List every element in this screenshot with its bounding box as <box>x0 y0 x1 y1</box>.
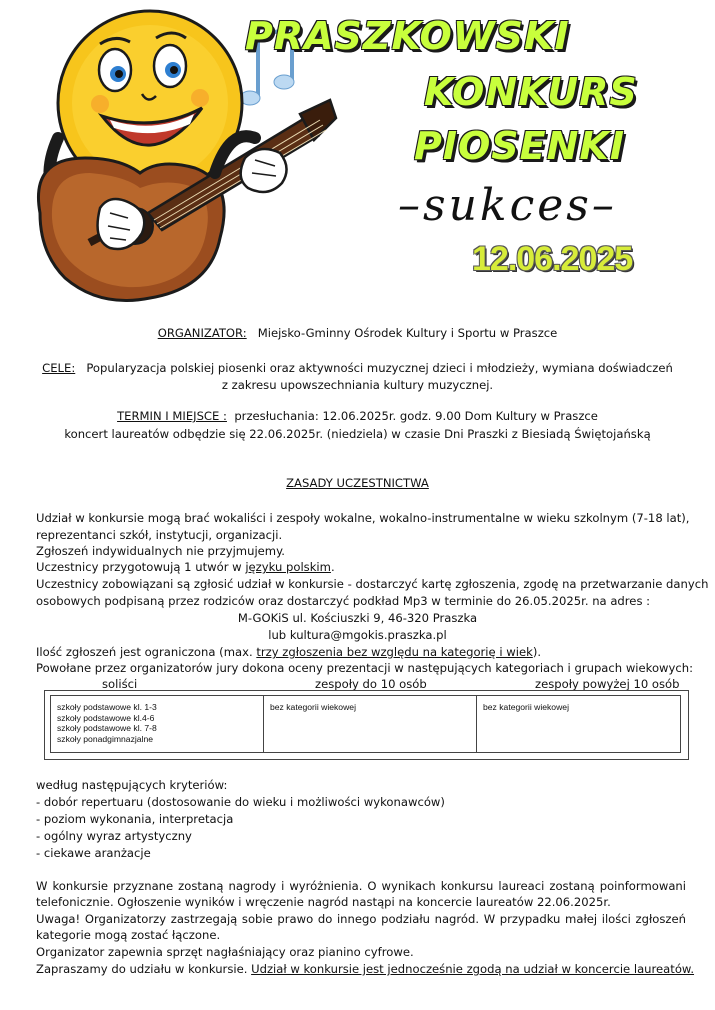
rules-p2: Zgłoszeń indywidualnych nie przyjmujemy. <box>36 544 285 558</box>
category-header-soloists: soliści <box>102 677 138 691</box>
awards-p4 <box>36 962 695 976</box>
rules-address: M-GOKiS ul. Kościuszki 9, 46-320 Praszka <box>237 611 478 625</box>
criteria-intro: według następujących kryteriów: <box>36 778 228 792</box>
criteria-item: - ciekawe aranżacje <box>36 846 151 860</box>
awards-p4-pre: Zapraszamy do udziału w konkursie. <box>36 962 252 976</box>
rules-p5-pre: Ilość zgłoszeń jest ograniczona (max. <box>36 645 257 659</box>
rules-p3-underlined: języku polskim <box>245 560 331 574</box>
list-item: szkoły podstawowe kl. 7-8 <box>57 723 157 733</box>
when-where-label: TERMIN I MIEJSCE : <box>117 409 227 423</box>
rules-p5-underlined: trzy zgłoszenia bez względu na kategorię i wiek <box>256 645 533 659</box>
small-groups-cell: bez kategorii wiekowej <box>264 696 477 753</box>
rules-p3-pre: Uczestnicy przygotowują 1 utwór w <box>36 560 246 574</box>
awards-p2-line2: kategorie mogą zostać łączone. <box>36 928 221 942</box>
criteria-item: - poziom wykonania, interpretacja <box>36 812 234 826</box>
title-line-3: PIOSENKI <box>414 124 626 168</box>
goals-label: CELE: <box>42 361 76 375</box>
rules-p1-line1: Udział w konkursie mogą brać wokaliści i zespoły wokalne, wokalno-instrumentalne w wieku szkolnym (7-18 lat), <box>36 511 690 525</box>
category-header-small-groups: zespoły do 10 osób <box>315 677 427 691</box>
when-where-line-2: koncert laureatów odbędzie się 22.06.2025r. (niedziela) w czasie Dni Praszki z Biesiadą Świętojańską <box>64 427 651 441</box>
goals-line-2: z zakresu upowszechniania kultury muzycznej. <box>221 378 494 392</box>
rules-p1-line2: reprezentanci szkół, instytucji, organizacji. <box>36 528 283 542</box>
table-row <box>51 696 681 753</box>
rules-p4-line1: Uczestnicy zobowiązani są zgłosić udział w konkursie - dostarczyć kartę zgłoszenia, zgodę na przetwarzanie danych <box>36 577 709 591</box>
title-line-1: PRASZKOWSKI <box>245 14 570 58</box>
awards-p2-line1: Uwaga! Organizatorzy zastrzegają sobie prawo do innego podziału nagród. W przypadku małej ilości zgłoszeń <box>36 912 686 926</box>
large-groups-cell: bez kategorii wiekowej <box>477 696 681 753</box>
when-where-line-1 <box>0 409 715 423</box>
goals-text-1: Popularyzacja polskiej piosenki oraz aktywności muzycznej dzieci i młodzieży, wymiana doświadczeń <box>86 361 673 375</box>
title-line-2: KONKURS <box>424 70 638 114</box>
criteria-item: - dobór repertuaru (dostosowanie do wieku i możliwości wykonawców) <box>36 795 445 809</box>
rules-heading-text: ZASADY UCZESTNICTWA <box>286 476 429 490</box>
subtitle-sukces: –sukces– <box>398 180 617 231</box>
rules-p6: Powołane przez organizatorów jury dokona oceny prezentacji w następujących kategoriach i grupach wiekowych: <box>36 661 694 675</box>
rules-p5 <box>36 645 686 659</box>
rules-heading <box>0 476 715 490</box>
criteria-item: - ogólny wyraz artystyczny <box>36 829 192 843</box>
list-item: szkoły podstawowe kl.4-6 <box>57 712 155 723</box>
organizer-label: ORGANIZATOR: <box>157 326 247 340</box>
organizer-text: Miejsko-Gminny Ośrodek Kultury i Sportu w Praszce <box>257 326 558 340</box>
rules-p5-post: ). <box>532 645 542 659</box>
organizer-line <box>0 326 715 340</box>
awards-p1-line1: W konkursie przyznane zostaną nagrody i wyróżnienia. O wynikach konkursu laureaci zostaną poinformowani <box>36 879 686 893</box>
when-where-text-1: przesłuchania: 12.06.2025r. godz. 9.00 Dom Kultury w Praszce <box>234 409 598 423</box>
awards-p1-line2: telefonicznie. Ogłoszenie wyników i wręczenie nagród nastąpi na koncercie laureatów 22.06.2025r. <box>36 895 611 909</box>
soloists-cell <box>51 696 264 753</box>
list-item: szkoły ponadgimnazjalne <box>57 733 154 744</box>
rules-email: lub kultura@mgokis.praszka.pl <box>268 628 447 642</box>
list-item: szkoły podstawowe kl. 1-3 <box>57 702 157 712</box>
goals-line-1 <box>0 361 715 375</box>
rules-p3 <box>36 560 686 574</box>
awards-p3: Organizator zapewnia sprzęt nagłaśniający oraz pianino cyfrowe. <box>36 945 414 959</box>
rules-p4-line2: osobowych podpisaną przez rodziców oraz dostarczyć podkład Mp3 w terminie do 26.05.2025r. na adres : <box>36 594 651 608</box>
category-header-large-groups: zespoły powyżej 10 osób <box>535 677 680 691</box>
event-date: 12.06.2025 <box>472 240 633 278</box>
rules-p3-post: . <box>330 560 335 574</box>
categories-table <box>50 695 681 753</box>
glove-hand-left <box>241 149 287 192</box>
awards-p4-underlined: Udział w konkursie jest jednocześnie zgodą na udział w koncercie laureatów. <box>251 962 695 976</box>
